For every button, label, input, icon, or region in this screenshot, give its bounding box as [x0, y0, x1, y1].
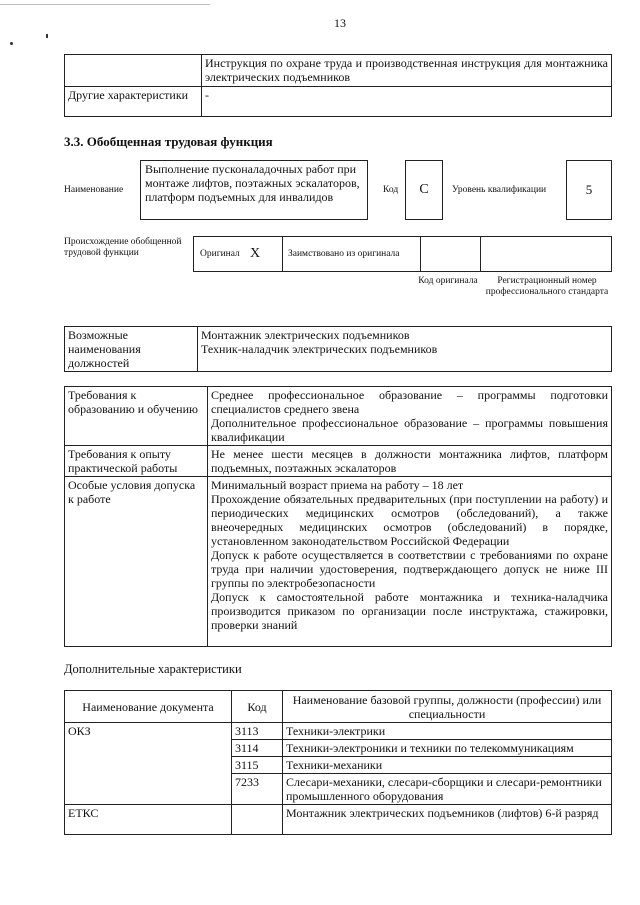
requirement-line: Дополнительное профессиональное образование – программы повышения квалификации — [211, 416, 608, 444]
page-number: 13 — [334, 16, 346, 30]
requirement-line: Допуск к самостоятельной работе монтажника и техника-наладчика производится приказом по организации после инструктажа, стажировки, проверки знаний — [211, 590, 608, 632]
code-original-caption: Код оригинала — [418, 276, 478, 286]
origin-label: Происхождение обобщенной трудовой функции — [64, 237, 182, 258]
requirement-line: Прохождение обязательных предварительных (при поступлении на работу) и периодических медицинских осмотров (обследований), а также внеочередных медицинских осмотров (обследований) в порядке, установленном законодательством Российской Федерации — [211, 492, 608, 548]
okz-code: 3115 — [232, 757, 283, 774]
header-name: Наименование базовой группы, должности (профессии) или специальности — [283, 691, 612, 723]
scan-edge-line — [0, 4, 210, 5]
origin-divider — [282, 237, 283, 271]
code-value: С — [405, 160, 443, 220]
admission-label: Особые условия допуска к работе — [65, 477, 208, 647]
code-label: Код — [383, 185, 399, 195]
origin-divider — [420, 237, 421, 271]
requirements-table — [64, 386, 612, 647]
okz-name: Техники-электроники и техники по телекоммуникациям — [283, 740, 612, 757]
okz-code: 7233 — [232, 774, 283, 805]
section-heading: 3.3. Обобщенная трудовая функция — [64, 134, 273, 149]
okz-name: Слесари-механики, слесари-сборщики и слесари-ремонтники промышленного оборудования — [283, 774, 612, 805]
admission-values — [208, 477, 612, 647]
level-value: 5 — [566, 160, 612, 220]
header-document: Наименование документа — [65, 691, 232, 723]
job-titles-table — [64, 326, 612, 372]
okz-label: ОКЗ — [65, 723, 232, 805]
job-titles-values — [198, 327, 612, 372]
borrowed-label: Заимствовано из оригинала — [288, 249, 400, 259]
original-mark: Х — [250, 246, 261, 261]
reg-number-caption: Регистрационный номер профессионального стандарта — [485, 276, 609, 297]
requirement-line: Не менее шести месяцев в должности монтажника лифтов, платформ подъемных, поэтажных эскалаторов — [211, 447, 608, 475]
experience-values — [208, 446, 612, 477]
origin-box — [193, 236, 612, 272]
name-label: Наименование — [64, 185, 124, 195]
original-label: Оригинал — [200, 249, 240, 259]
instruction-text: Инструкция по охране труда и производственная инструкция для монтажника электрических подъемников — [202, 55, 612, 87]
header-code: Код — [232, 691, 283, 723]
etks-label: ЕТКС — [65, 805, 232, 835]
top-table — [64, 54, 612, 117]
level-label: Уровень квалификации — [452, 185, 547, 195]
function-name-box — [140, 160, 368, 220]
extra-table — [64, 690, 612, 835]
scan-mark — [10, 42, 13, 45]
scan-mark — [46, 34, 48, 38]
other-characteristics-value: - — [202, 87, 612, 117]
requirement-line: Допуск к работе осуществляется в соответствии с требованиями по охране труда при наличии удостоверения, подтверждающего допуск не ниже III группы по электробезопасности — [211, 548, 608, 590]
requirement-line: Минимальный возраст приема на работу – 18 лет — [211, 478, 464, 492]
job-title: Монтажник электрических подъемников — [201, 328, 410, 342]
okz-code: 3113 — [232, 723, 283, 740]
okz-name: Техники-механики — [283, 757, 612, 774]
job-title: Техник-наладчик электрических подъемников — [201, 342, 438, 356]
origin-divider — [480, 237, 481, 271]
top-table-empty-cell — [65, 55, 202, 87]
requirement-line: Среднее профессиональное образование – программы подготовки специалистов среднего звена — [211, 388, 608, 416]
experience-label: Требования к опыту практической работы — [65, 446, 208, 477]
okz-code: 3114 — [232, 740, 283, 757]
extra-heading: Дополнительные характеристики — [64, 662, 242, 676]
etks-name: Монтажник электрических подъемников (лифтов) 6-й разряд — [283, 805, 612, 835]
education-values — [208, 387, 612, 446]
other-characteristics-label: Другие характеристики — [65, 87, 202, 117]
function-name-value: Выполнение пусконаладочных работ при монтаже лифтов, поэтажных эскалаторов, платформ подъемных для инвалидов — [145, 162, 360, 204]
okz-name: Техники-электрики — [283, 723, 612, 740]
education-label: Требования к образованию и обучению — [65, 387, 208, 446]
job-titles-label: Возможные наименования должностей — [65, 327, 198, 372]
etks-code — [232, 805, 283, 835]
